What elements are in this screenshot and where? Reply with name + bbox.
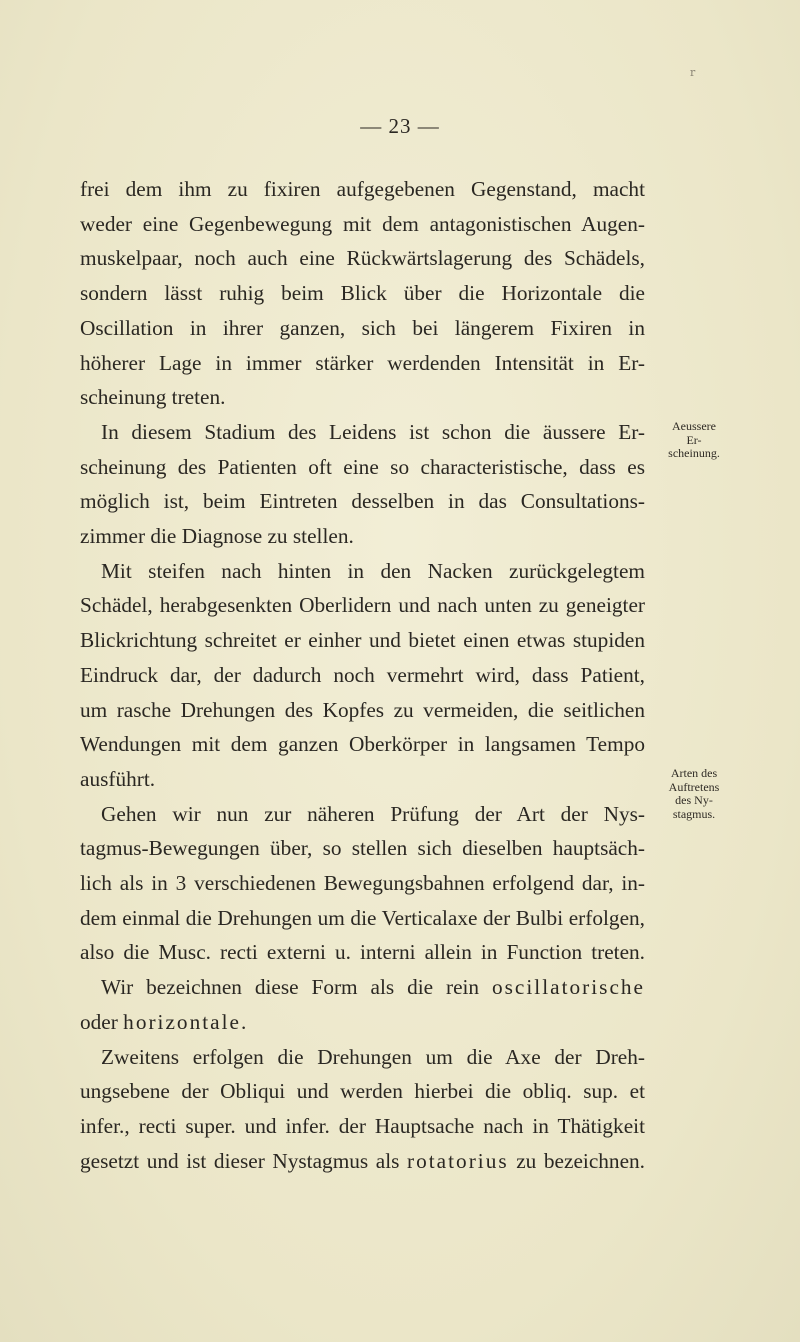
- text-line: ungsebene der Obliqui und werden hierbei die obliq. sup. et: [80, 1079, 645, 1104]
- text-line: Blickrichtung schreitet er einher und bietet einen etwas stupiden: [80, 628, 645, 653]
- text-line: weder eine Gegenbewegung mit dem antagonistischen Augen-: [80, 211, 645, 236]
- corner-mark: r: [690, 66, 696, 79]
- margin-note-aeussere-erscheinung: [654, 420, 734, 461]
- text-fragment: oder: [80, 1009, 124, 1034]
- text-line: möglich ist, beim Eintreten desselben in das Consultations-: [80, 489, 645, 514]
- text-line: scheinung treten.: [80, 385, 226, 410]
- text-fragment: zu bezeichnen.: [508, 1148, 645, 1173]
- margin-note-line: scheinung.: [668, 446, 720, 460]
- page-number: — 23 —: [360, 114, 440, 138]
- text-fragment: .: [240, 1009, 247, 1034]
- text-fragment: gesetzt und ist dieser Nystagmus als: [80, 1148, 408, 1173]
- emphasized-term: rotatorius: [407, 1148, 509, 1173]
- text-line: Zweitens erfolgen die Drehungen um die Axe der Dreh-: [101, 1044, 645, 1069]
- text-line: sondern lässt ruhig beim Blick über die Horizontale die: [80, 281, 645, 306]
- margin-note-line: stagmus.: [672, 806, 716, 821]
- text-line: infer., recti super. und infer. der Hauptsache nach in Thätigkeit: [80, 1113, 645, 1138]
- margin-note-line: Auftretens: [668, 779, 720, 794]
- text-line: Eindruck dar, der dadurch noch vermehrt wird, dass Patient,: [80, 662, 645, 687]
- text-line: höherer Lage in immer stärker werdenden Intensität in Er-: [80, 350, 645, 375]
- text-line: Schädel, herabgesenkten Oberlidern und nach unten zu geneigter: [80, 593, 645, 618]
- emphasized-term: oscillatorische: [491, 975, 645, 1000]
- margin-note-line: Arten des: [670, 766, 718, 780]
- text-fragment: Wir bezeichnen diese Form als die rein: [101, 975, 492, 1000]
- margin-note-arten-des-auftretens: [654, 767, 734, 821]
- text-line: zimmer die Diagnose zu stellen.: [80, 524, 354, 549]
- text-line: muskelpaar, noch auch eine Rückwärtslagerung des Schädels,: [80, 246, 645, 271]
- text-line: dem einmal die Drehungen um die Verticalaxe der Bulbi erfolgen,: [80, 905, 645, 930]
- text-line: [80, 970, 645, 1005]
- margin-note-line: Aeussere: [672, 419, 716, 433]
- margin-note-line: Er-: [686, 432, 702, 447]
- emphasized-term: horizontale: [123, 1009, 241, 1034]
- text-line: [80, 1005, 645, 1040]
- text-line: Mit steifen nach hinten in den Nacken zurückgelegtem: [101, 558, 645, 583]
- text-line: lich als in 3 verschiedenen Bewegungsbahnen erfolgend dar, in-: [80, 871, 645, 896]
- text-line: Gehen wir nun zur näheren Prüfung der Art der Nys-: [101, 801, 645, 826]
- text-line: scheinung des Patienten oft eine so characteristische, dass es: [80, 454, 645, 479]
- text-line: [80, 1144, 645, 1179]
- margin-note-line: des Ny-: [675, 793, 713, 807]
- text-line: Wendungen mit dem ganzen Oberkörper in langsamen Tempo: [80, 732, 645, 757]
- text-line: also die Musc. recti externi u. interni allein in Function treten.: [80, 940, 645, 965]
- text-line: ausführt.: [80, 766, 156, 791]
- text-line: In diesem Stadium des Leidens ist schon die äussere Er-: [101, 419, 645, 444]
- text-line: um rasche Drehungen des Kopfes zu vermeiden, die seitlichen: [80, 697, 645, 722]
- text-line: frei dem ihm zu fixiren aufgegebenen Gegenstand, macht: [80, 177, 645, 201]
- body-text: [80, 172, 645, 1178]
- text-line: Oscillation in ihrer ganzen, sich bei längerem Fixiren in: [80, 315, 645, 340]
- text-line: tagmus-Bewegungen über, so stellen sich dieselben hauptsäch-: [80, 836, 645, 861]
